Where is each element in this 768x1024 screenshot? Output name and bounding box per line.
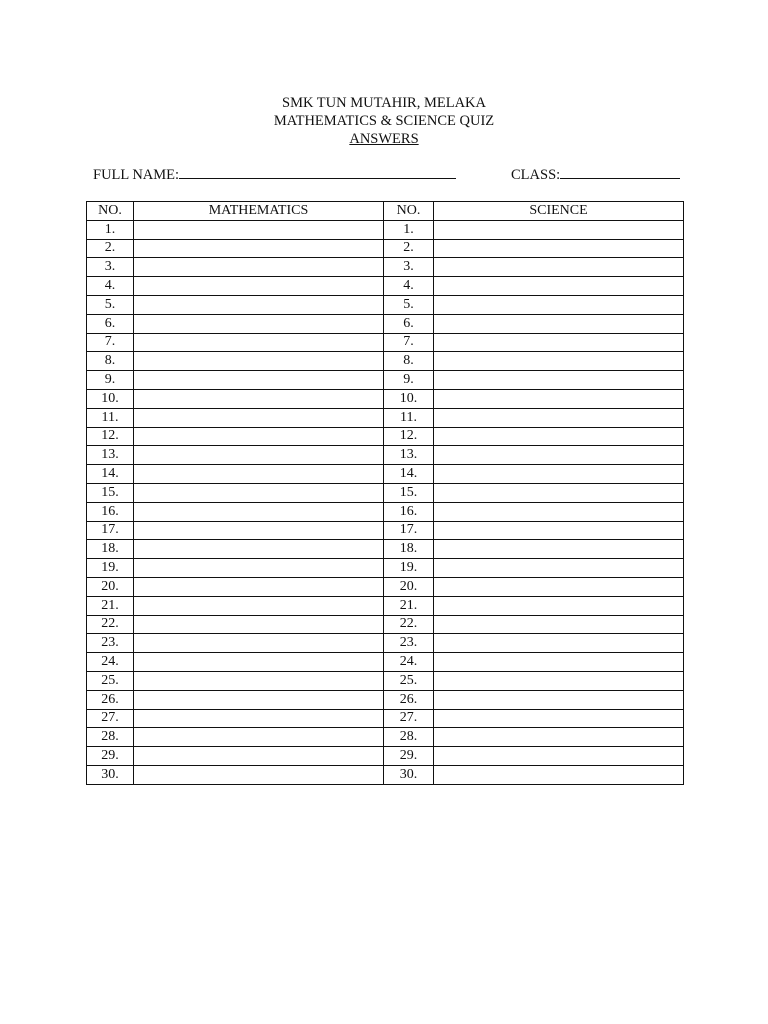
science-question-number: 19. <box>384 559 434 578</box>
table-row <box>87 239 684 258</box>
science-question-number: 22. <box>384 615 434 634</box>
math-question-number: 18. <box>87 540 134 559</box>
science-question-number: 14. <box>384 465 434 484</box>
header-science: SCIENCE <box>434 202 684 221</box>
math-answer-cell[interactable] <box>134 709 384 728</box>
math-question-number: 2. <box>87 239 134 258</box>
table-row <box>87 521 684 540</box>
science-question-number: 9. <box>384 371 434 390</box>
science-question-number: 4. <box>384 277 434 296</box>
math-question-number: 26. <box>87 690 134 709</box>
math-answer-cell[interactable] <box>134 465 384 484</box>
full-name-blank[interactable] <box>179 166 456 179</box>
science-question-number: 30. <box>384 765 434 784</box>
math-answer-cell[interactable] <box>134 239 384 258</box>
science-question-number: 25. <box>384 671 434 690</box>
science-answer-cell[interactable] <box>434 314 684 333</box>
header-no-science: NO. <box>384 202 434 221</box>
math-question-number: 21. <box>87 596 134 615</box>
math-question-number: 29. <box>87 747 134 766</box>
science-question-number: 1. <box>384 220 434 239</box>
math-answer-cell[interactable] <box>134 220 384 239</box>
math-answer-cell[interactable] <box>134 314 384 333</box>
science-answer-cell[interactable] <box>434 634 684 653</box>
science-question-number: 5. <box>384 295 434 314</box>
math-question-number: 16. <box>87 502 134 521</box>
science-question-number: 7. <box>384 333 434 352</box>
school-name: SMK TUN MUTAHIR, MELAKA <box>282 95 486 111</box>
math-answer-cell[interactable] <box>134 295 384 314</box>
science-question-number: 17. <box>384 521 434 540</box>
math-answer-cell[interactable] <box>134 653 384 672</box>
math-answer-cell[interactable] <box>134 540 384 559</box>
math-question-number: 14. <box>87 465 134 484</box>
math-question-number: 15. <box>87 483 134 502</box>
math-answer-cell[interactable] <box>134 408 384 427</box>
table-row <box>87 408 684 427</box>
math-question-number: 6. <box>87 314 134 333</box>
math-answer-cell[interactable] <box>134 690 384 709</box>
answers-table <box>86 201 684 785</box>
table-row <box>87 634 684 653</box>
class-field <box>511 166 680 184</box>
math-answer-cell[interactable] <box>134 446 384 465</box>
science-answer-cell[interactable] <box>434 446 684 465</box>
science-question-number: 28. <box>384 728 434 747</box>
math-answer-cell[interactable] <box>134 333 384 352</box>
student-info-fields <box>93 166 683 186</box>
table-row <box>87 502 684 521</box>
table-header-row <box>87 202 684 221</box>
math-answer-cell[interactable] <box>134 671 384 690</box>
table-row <box>87 258 684 277</box>
science-answer-cell[interactable] <box>434 540 684 559</box>
math-answer-cell[interactable] <box>134 352 384 371</box>
math-question-number: 25. <box>87 671 134 690</box>
math-answer-cell[interactable] <box>134 371 384 390</box>
math-answer-cell[interactable] <box>134 277 384 296</box>
math-answer-cell[interactable] <box>134 634 384 653</box>
science-answer-cell[interactable] <box>434 615 684 634</box>
science-question-number: 26. <box>384 690 434 709</box>
science-answer-cell[interactable] <box>434 389 684 408</box>
table-row <box>87 690 684 709</box>
science-answer-cell[interactable] <box>434 408 684 427</box>
table-row <box>87 446 684 465</box>
math-answer-cell[interactable] <box>134 502 384 521</box>
table-row <box>87 596 684 615</box>
table-row <box>87 671 684 690</box>
science-answer-cell[interactable] <box>434 747 684 766</box>
class-blank[interactable] <box>560 166 680 179</box>
science-question-number: 29. <box>384 747 434 766</box>
full-name-field <box>93 166 456 184</box>
table-row <box>87 747 684 766</box>
science-answer-cell[interactable] <box>434 765 684 784</box>
answers-subtitle: ANSWERS <box>349 131 419 147</box>
table-row <box>87 577 684 596</box>
science-question-number: 24. <box>384 653 434 672</box>
science-answer-cell[interactable] <box>434 502 684 521</box>
science-question-number: 21. <box>384 596 434 615</box>
math-question-number: 17. <box>87 521 134 540</box>
table-row <box>87 371 684 390</box>
science-question-number: 27. <box>384 709 434 728</box>
science-question-number: 20. <box>384 577 434 596</box>
math-answer-cell[interactable] <box>134 521 384 540</box>
math-question-number: 24. <box>87 653 134 672</box>
math-question-number: 1. <box>87 220 134 239</box>
math-answer-cell[interactable] <box>134 427 384 446</box>
math-answer-cell[interactable] <box>134 559 384 578</box>
science-answer-cell[interactable] <box>434 258 684 277</box>
math-question-number: 23. <box>87 634 134 653</box>
table-row <box>87 540 684 559</box>
math-question-number: 8. <box>87 352 134 371</box>
science-answer-cell[interactable] <box>434 521 684 540</box>
math-answer-cell[interactable] <box>134 258 384 277</box>
science-question-number: 8. <box>384 352 434 371</box>
math-question-number: 27. <box>87 709 134 728</box>
class-label: CLASS: <box>511 167 561 183</box>
document-header <box>0 94 768 148</box>
table-row <box>87 465 684 484</box>
table-row <box>87 427 684 446</box>
science-question-number: 13. <box>384 446 434 465</box>
math-question-number: 12. <box>87 427 134 446</box>
math-answer-cell[interactable] <box>134 483 384 502</box>
science-answer-cell[interactable] <box>434 465 684 484</box>
quiz-title: MATHEMATICS & SCIENCE QUIZ <box>273 113 495 129</box>
math-question-number: 19. <box>87 559 134 578</box>
science-question-number: 23. <box>384 634 434 653</box>
science-answer-cell[interactable] <box>434 690 684 709</box>
answer-rows <box>87 220 684 784</box>
math-question-number: 10. <box>87 389 134 408</box>
science-answer-cell[interactable] <box>434 427 684 446</box>
header-mathematics: MATHEMATICS <box>134 202 384 221</box>
science-question-number: 18. <box>384 540 434 559</box>
science-answer-cell[interactable] <box>434 352 684 371</box>
full-name-label: FULL NAME: <box>93 167 180 183</box>
science-answer-cell[interactable] <box>434 333 684 352</box>
table-row <box>87 653 684 672</box>
table-row <box>87 220 684 239</box>
science-question-number: 11. <box>384 408 434 427</box>
math-answer-cell[interactable] <box>134 389 384 408</box>
science-answer-cell[interactable] <box>434 220 684 239</box>
science-answer-cell[interactable] <box>434 295 684 314</box>
math-question-number: 3. <box>87 258 134 277</box>
table-row <box>87 277 684 296</box>
science-answer-cell[interactable] <box>434 653 684 672</box>
table-row <box>87 709 684 728</box>
math-answer-cell[interactable] <box>134 747 384 766</box>
math-answer-cell[interactable] <box>134 577 384 596</box>
math-question-number: 9. <box>87 371 134 390</box>
science-question-number: 16. <box>384 502 434 521</box>
science-answer-cell[interactable] <box>434 671 684 690</box>
math-question-number: 7. <box>87 333 134 352</box>
table-row <box>87 333 684 352</box>
science-answer-cell[interactable] <box>434 709 684 728</box>
science-answer-cell[interactable] <box>434 239 684 258</box>
science-question-number: 15. <box>384 483 434 502</box>
table-row <box>87 352 684 371</box>
header-no-math: NO. <box>87 202 134 221</box>
table-row <box>87 483 684 502</box>
table-row <box>87 314 684 333</box>
math-answer-cell[interactable] <box>134 615 384 634</box>
table-row <box>87 295 684 314</box>
science-answer-cell[interactable] <box>434 371 684 390</box>
science-question-number: 12. <box>384 427 434 446</box>
math-question-number: 11. <box>87 408 134 427</box>
math-question-number: 5. <box>87 295 134 314</box>
math-question-number: 20. <box>87 577 134 596</box>
math-question-number: 22. <box>87 615 134 634</box>
science-answer-cell[interactable] <box>434 596 684 615</box>
math-question-number: 13. <box>87 446 134 465</box>
table-row <box>87 615 684 634</box>
math-answer-cell[interactable] <box>134 765 384 784</box>
science-answer-cell[interactable] <box>434 577 684 596</box>
table-row <box>87 389 684 408</box>
table-row <box>87 559 684 578</box>
math-answer-cell[interactable] <box>134 596 384 615</box>
math-question-number: 4. <box>87 277 134 296</box>
science-answer-cell[interactable] <box>434 483 684 502</box>
science-answer-cell[interactable] <box>434 559 684 578</box>
science-question-number: 3. <box>384 258 434 277</box>
science-question-number: 2. <box>384 239 434 258</box>
science-answer-cell[interactable] <box>434 728 684 747</box>
table-row <box>87 728 684 747</box>
science-question-number: 6. <box>384 314 434 333</box>
math-answer-cell[interactable] <box>134 728 384 747</box>
science-question-number: 10. <box>384 389 434 408</box>
table-row <box>87 765 684 784</box>
math-question-number: 30. <box>87 765 134 784</box>
science-answer-cell[interactable] <box>434 277 684 296</box>
math-question-number: 28. <box>87 728 134 747</box>
